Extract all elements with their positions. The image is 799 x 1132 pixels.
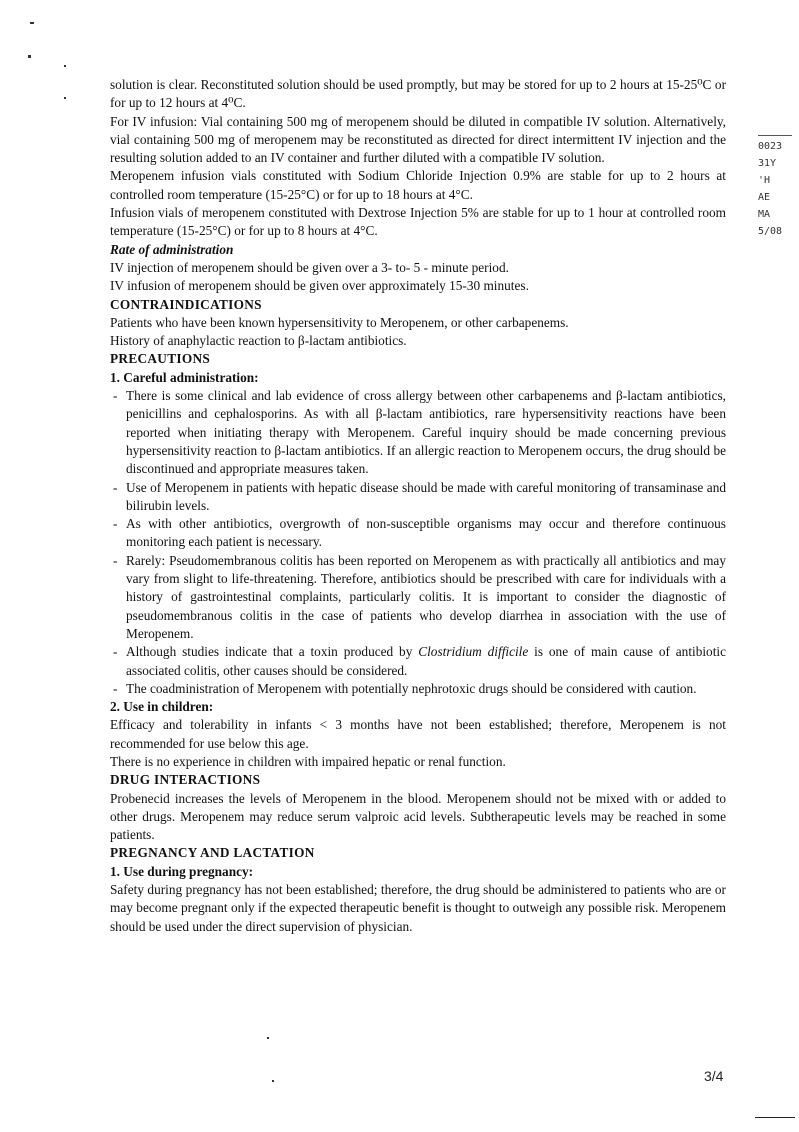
use-during-pregnancy-heading: 1. Use during pregnancy: [110,863,254,879]
contraindication-line: Patients who have been known hypersensitivity to Meropenem, or other carbapenems. [110,314,569,330]
list-item-text: is one of main cause of antibiotic associated colitis, other causes should be considered. [126,644,726,678]
rate-line: IV infusion of meropenem should be given over approximately 15-30 minutes. [110,278,529,294]
list-item: - The coadministration of Meropenem with potentially nephrotoxic drugs should be considered with caution. [110,680,726,698]
stamp-line: MA [758,209,771,220]
list-item: - Use of Meropenem in patients with hepatic disease should be made with careful monitoring of transaminase and bilirubin levels. [110,479,726,516]
paragraph: solution is clear. Reconstituted solution should be used promptly, but may be stored for up to 2 hours at 15-25⁰C or for up to 12 hours at 4⁰C. [110,77,726,111]
contraindications-heading: CONTRAINDICATIONS [110,296,262,312]
scan-speck [64,97,66,99]
drug-interactions-heading: DRUG INTERACTIONS [110,772,261,788]
use-in-children-heading: 2. Use in children: [110,699,214,715]
paragraph: Safety during pregnancy has not been established; therefore, the drug should be administered to patients who are or may become pregnant only if the expected therapeutic benefit is thought to outweigh any possible risk. Meropenem should be used under the direct supervision of physician. [110,882,726,934]
stamp-line: 31Y [758,158,777,169]
list-item: - There is some clinical and lab evidence of cross allergy between other carbapenems and β-lactam antibiotics, penicillins and cephalosporins. As with all β-lactam antibiotics, rare hypersensitivity reactions have been reported when initiating therapy with Meropenem. Careful inquiry should be made concerning previous hypersensitivity reaction to β-lactam antibiotics. If an allergic reaction to Meropenem occurs, the drug should be discontinued and appropriate measures taken. [110,387,726,478]
margin-stamp [758,135,798,240]
rate-heading: Rate of administration [110,241,234,257]
rate-line: IV injection of meropenem should be given over a 3- to- 5 - minute period. [110,259,509,275]
list-item-text: Although studies indicate that a toxin produced by [126,644,419,660]
page-number: 3/4 [704,1068,724,1084]
list-item [110,643,726,680]
stamp-line: AE [758,192,771,203]
stamp-line: 0023 [758,141,783,152]
stamp-line: 5/08 [758,226,783,237]
scan-speck [30,22,34,24]
precautions-heading: PRECAUTIONS [110,351,211,367]
paragraph: Probenecid increases the levels of Meropenem in the blood. Meropenem should not be mixed with or added to other drugs. Meropenem may reduce serum valproic acid levels. Subtherapeutic levels may be reached in some patients. [110,790,726,843]
scan-speck [267,1037,269,1039]
footer-rule [755,1117,795,1118]
pregnancy-heading: PREGNANCY AND LACTATION [110,845,315,861]
paragraph: For IV infusion: Vial containing 500 mg of meropenem should be diluted in compatible IV solution. Alternatively, vial containing 500 mg of meropenem may be reconstituted as directed for direct intermittent IV injection and the resulting solution added to an IV container and further diluted with a compatible IV solution. [110,113,726,166]
paragraph: Infusion vials of meropenem constituted with Dextrose Injection 5% are stable for up to 1 hour at controlled room temperature (15-25°C) or for up to 8 hours at 4°C. [110,205,726,239]
scan-speck [272,1080,274,1082]
scan-speck [28,55,31,58]
list-item: - As with other antibiotics, overgrowth of non-susceptible organisms may occur and therefore continuous monitoring each patient is necessary. [110,515,726,552]
paragraph: Meropenem infusion vials constituted with Sodium Chloride Injection 0.9% are stable for up to 2 hours at controlled room temperature (15-25°C) or for up to 18 hours at 4°C. [110,168,726,202]
scan-speck [64,65,66,67]
document-body [110,76,726,936]
stamp-line: 'H [758,175,771,186]
precautions-list [110,387,726,698]
paragraph: Efficacy and tolerability in infants < 3 months have not been established; therefore, Meropenem is not recommended for use below this age. [110,717,726,751]
organism-name: Clostridium difficile [418,644,529,660]
paragraph: There is no experience in children with impaired hepatic or renal function. [110,753,506,769]
contraindication-line: History of anaphylactic reaction to β-lactam antibiotics. [110,333,407,349]
list-item: - Rarely: Pseudomembranous colitis has been reported on Meropenem as with practically all antibiotics and may vary from slight to life-threatening. Therefore, antibiotics should be prescribed with care for individuals with a history of gastrointestinal complaints, particularly colitis. It is important to consider the diagnostic of pseudomembranous colitis in the case of patients who develop diarrhea in association with the use of Meropenem. [110,552,726,643]
careful-administration-heading: 1. Careful administration: [110,369,259,385]
